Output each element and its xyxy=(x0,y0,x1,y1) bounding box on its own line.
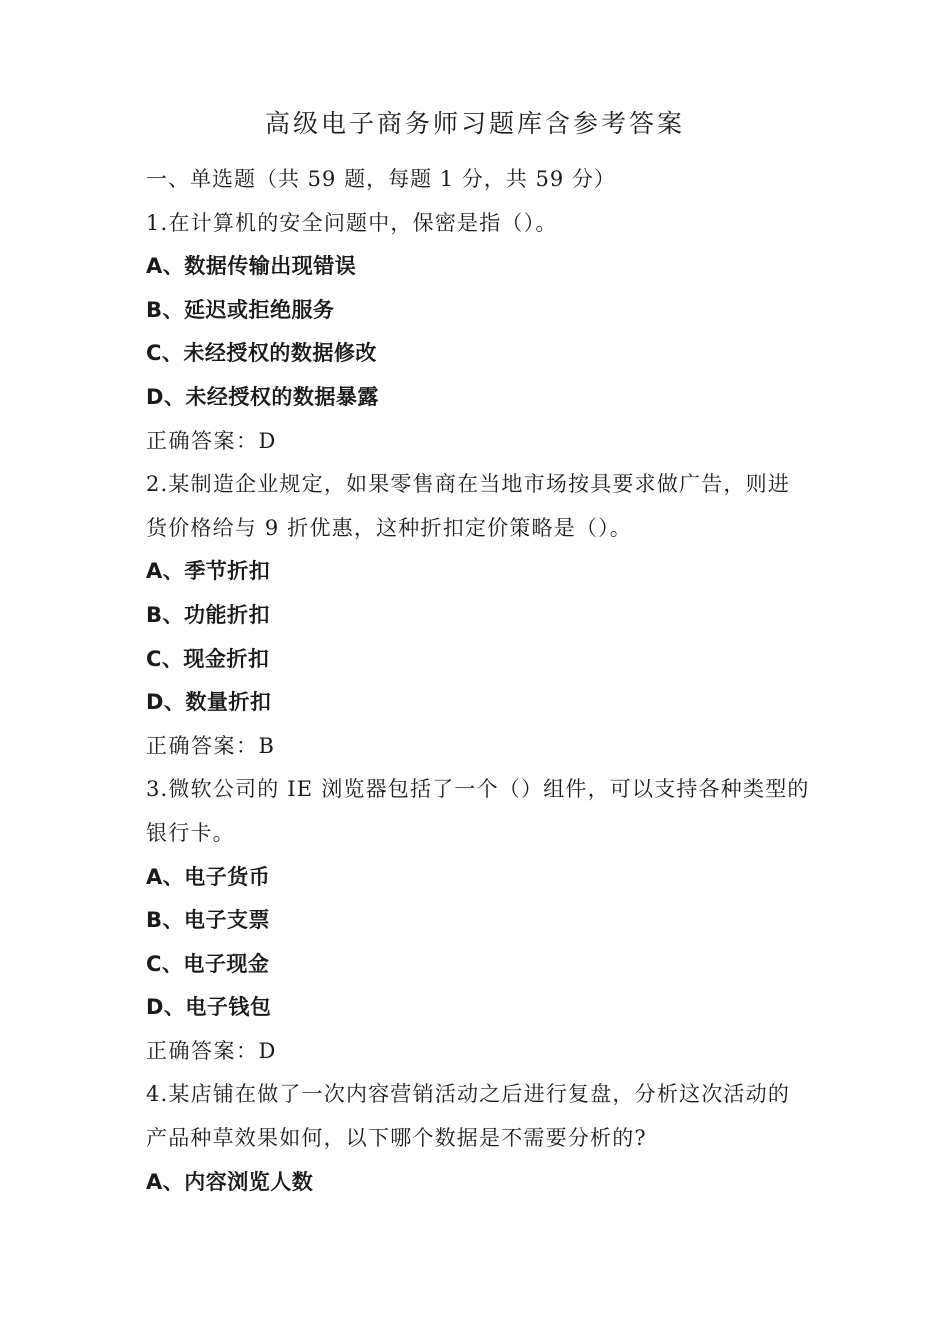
question-stem-continued: 产品种草效果如何，以下哪个数据是不需要分析的? xyxy=(146,1126,647,1151)
correct-answer: 正确答案：D xyxy=(146,428,277,453)
correct-answer: 正确答案：D xyxy=(146,1038,277,1063)
option-b: B、延迟或拒绝服务 xyxy=(146,297,335,322)
question-4 xyxy=(146,1073,810,1204)
option-a: A、内容浏览人数 xyxy=(146,1169,314,1194)
section-heading: 一、单选题（共 59 题，每题 1 分，共 59 分） xyxy=(146,167,616,191)
option-a: A、电子货币 xyxy=(146,864,271,889)
option-c: C、未经授权的数据修改 xyxy=(146,341,377,366)
option-d: D、未经授权的数据暴露 xyxy=(146,384,379,409)
option-c: C、电子现金 xyxy=(146,951,270,976)
question-1 xyxy=(146,202,810,464)
option-b: B、电子支票 xyxy=(146,908,271,933)
question-stem: 3.微软公司的 IE 浏览器包括了一个（）组件，可以支持各种类型的 xyxy=(146,777,810,802)
option-b: B、功能折扣 xyxy=(146,602,271,627)
option-d: D、数量折扣 xyxy=(146,690,272,715)
option-a: A、数据传输出现错误 xyxy=(146,254,357,279)
question-stem-continued: 银行卡。 xyxy=(146,820,235,845)
question-stem-continued: 货价格给与 9 折优惠，这种折扣定价策略是（）。 xyxy=(146,515,633,540)
correct-answer: 正确答案：B xyxy=(146,733,276,758)
question-stem: 2.某制造企业规定，如果零售商在当地市场按具要求做广告，则进 xyxy=(146,472,791,497)
question-stem: 4.某店铺在做了一次内容营销活动之后进行复盘，分析这次活动的 xyxy=(146,1082,791,1107)
question-3 xyxy=(146,768,810,1073)
document-title: 高级电子商务师习题库含参考答案 xyxy=(264,109,685,138)
document-body xyxy=(146,158,810,1204)
option-a: A、季节折扣 xyxy=(146,559,271,584)
option-c: C、现金折扣 xyxy=(146,646,270,671)
question-stem: 1.在计算机的安全问题中，保密是指（）。 xyxy=(146,210,558,235)
option-d: D、电子钱包 xyxy=(146,995,272,1020)
question-2 xyxy=(146,463,810,768)
